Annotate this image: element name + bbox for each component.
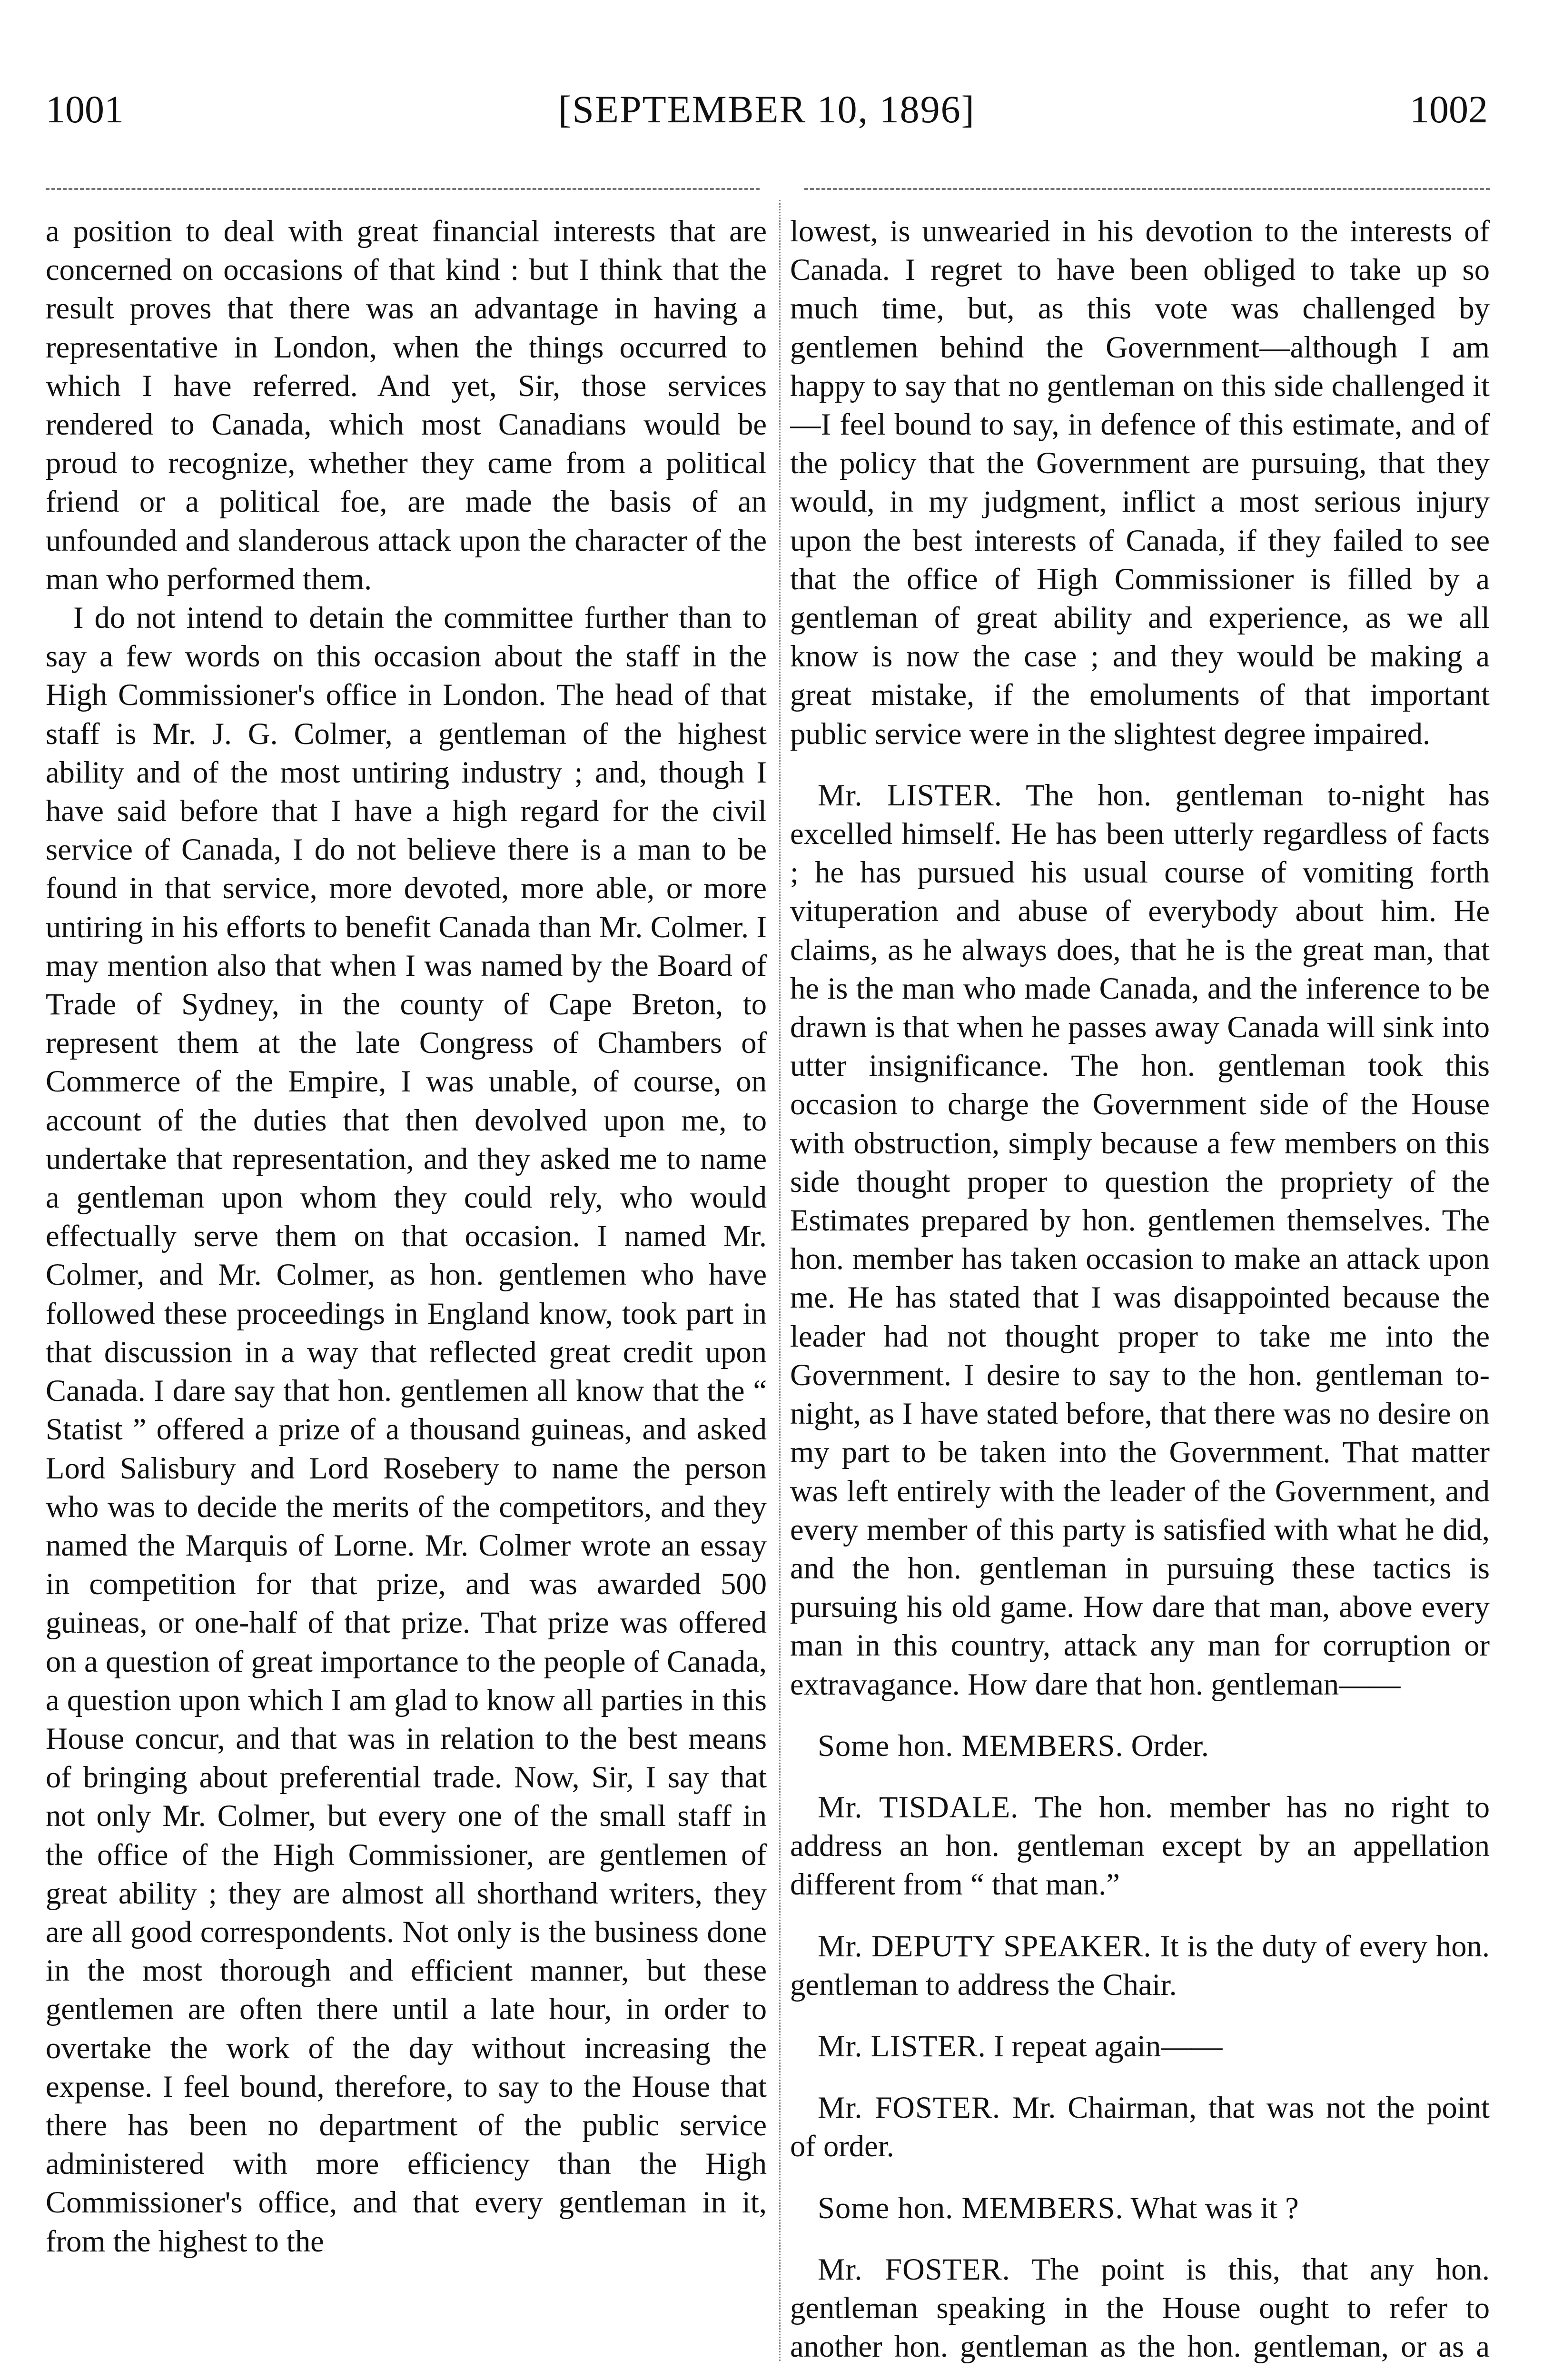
left-header-rule xyxy=(46,188,760,190)
speaker-name: Mr. TISDALE. xyxy=(818,1789,1019,1824)
page-date: [SEPTEMBER 10, 1896] xyxy=(558,88,975,131)
paragraph xyxy=(790,2088,1490,2165)
speaker-name: Mr. LISTER. xyxy=(818,2028,986,2063)
speech-text: What was it ? xyxy=(1130,2190,1299,2225)
paragraph xyxy=(790,776,1490,1704)
paragraph xyxy=(790,212,1490,753)
column-divider xyxy=(779,200,781,2361)
speech-text: It is the duty of every hon. gentleman to address the Chair. xyxy=(790,1928,1490,2002)
paragraph xyxy=(790,1726,1490,1765)
speaker-name: Mr. LISTER. xyxy=(818,777,1002,812)
left-column xyxy=(46,212,767,2363)
speaker-name: Mr. DEPUTY SPEAKER. xyxy=(818,1928,1152,1963)
page-header xyxy=(46,81,1488,138)
paragraph xyxy=(790,1927,1490,2004)
paragraph xyxy=(790,2189,1490,2227)
right-column xyxy=(790,212,1490,2363)
speaker-name: Some hon. MEMBERS. xyxy=(818,2190,1124,2225)
speaker-name: Mr. FOSTER. xyxy=(818,2251,1010,2286)
right-page-number: 1002 xyxy=(1410,88,1488,131)
speech-text: The hon. gentleman to-night has excelled himself. He has been utterly regardless of facts ; he has pursued his usual course of vomiting forth vituperation and abuse of everybody about him. He claims, as he always does, that he is the great man, that he is the man who made Canada, and the inference to be drawn is that when he passes away Canada will sink into utter insignificance. The hon. gentleman took this occasion to charge the Government side of the House with obstruction, simply because a few members on this side thought proper to question the propriety of the Estimates prepared by hon. gentlemen themselves. The hon. member has taken occasion to make an attack upon me. He has stated that I was disappointed because the leader had not thought proper to take me into the Government. I desire to say to the hon. gentleman to-night, as I have stated before, that there was no desire on my part to be taken into the Government. That matter was left entirely with the leader of the Government, and every member of this party is satisfied with what he did, and the hon. gentleman in pursuing these tactics is pursuing his old game. How dare that man, above every man in this country, attack any man for corruption or extravagance. How dare that hon. gentleman—— xyxy=(790,777,1490,1701)
paragraph: I do not intend to detain the committee further than to say a few words on this occasion about the staff in the High Commissioner's office in London. The head of that staff is Mr. J. G. Colmer, a gentleman of the highest ability and of the most untiring industry ; and, though I have said before that I have a high regard for the civil service of Canada, I do not believe there is a man to be found in that service, more devoted, more able, or more untiring in his efforts to benefit Canada than Mr. Colmer. I may mention also that when I was named by the Board of Trade of Sydney, in the county of Cape Breton, to represent them at the late Congress of Chambers of Commerce of the Empire, I was unable, of course, on account of the duties that then devolved upon me, to undertake that representation, and they asked me to name a gentleman upon whom they could rely, who would effectually serve them on that occasion. I named Mr. Colmer, and Mr. Colmer, as hon. gentlemen who have followed these proceedings in England know, took part in that discussion in a way that reflected great credit upon Canada. I dare say that hon. gentlemen all know that the “ Statist ” offered a prize of a thousand guineas, and asked Lord Salisbury and Lord Rosebery to name the person who was to decide the merits of the competitors, and they named the Marquis of Lorne. Mr. Colmer wrote an essay in competition for that prize, and was awarded 500 guineas, or one-half of that prize. That prize was offered on a question of great importance to the people of Canada, a question upon which I am glad to know all parties in this House concur, and that was in relation to the best means of bringing about preferential trade. Now, Sir, I say that not only Mr. Colmer, but every one of the small staff in the office of the High Commissioner, are gentlemen of great ability ; they are almost all shorthand writers, they are all good correspondents. Not only is the business done in the most thorough and efficient manner, but these gentlemen are often there until a late hour, in order to overtake the work of the day without increasing the expense. I feel bound, therefore, to say to the House that there has been no department of the public service administered with more efficiency than the High Commissioner's office, and that every gentleman in it, from the highest to the xyxy=(46,600,767,2258)
left-page-number: 1001 xyxy=(46,88,124,131)
speech-text: I repeat again—— xyxy=(993,2028,1223,2063)
speaker-name: Mr. FOSTER. xyxy=(818,2090,1001,2125)
speech-text: Order. xyxy=(1131,1728,1209,1763)
right-header-rule xyxy=(804,188,1490,190)
paragraph: a position to deal with great financial interests that are concerned on occasions of that kind : but I think that the result proves that there was an advantage in having a representative in London, when the things occurred to which I have referred. And yet, Sir, those services rendered to Canada, which most Canadians would be proud to recognize, whether they came from a political friend or a political foe, are made the basis of an unfounded and slanderous attack upon the character of the man who performed them. xyxy=(46,214,767,596)
speech-text: Mr. Chairman, that was not the point of order. xyxy=(790,2090,1490,2163)
speech-text: The hon. member has no right to address an hon. gentleman except by an appellation different from “ that man.” xyxy=(790,1789,1490,1902)
paragraph xyxy=(790,1788,1490,1904)
speech-text: The point is this, that any hon. gentleman speaking in the House ought to refer to another hon. gentleman as the hon. gentleman, or as a xyxy=(790,2251,1490,2363)
paragraph xyxy=(790,2250,1490,2363)
paragraph xyxy=(790,2027,1490,2065)
speech-text: lowest, is unwearied in his devotion to the interests of Canada. I regret to have been obliged to take up so much time, but, as this vote was challenged by gentlemen behind the Government—although I am happy to say that no gentleman on this side challenged it—I feel bound to say, in defence of this estimate, and of the policy that the Government are pursuing, that they would, in my judgment, inflict a most serious injury upon the best interests of Canada, if they failed to see that the office of High Commissioner is filled by a gentleman of great ability and experience, as we all know is now the case ; and they would be making a great mistake, if the emoluments of that important public service were in the slightest degree impaired. xyxy=(790,214,1490,751)
speaker-name: Some hon. MEMBERS. xyxy=(818,1728,1124,1763)
